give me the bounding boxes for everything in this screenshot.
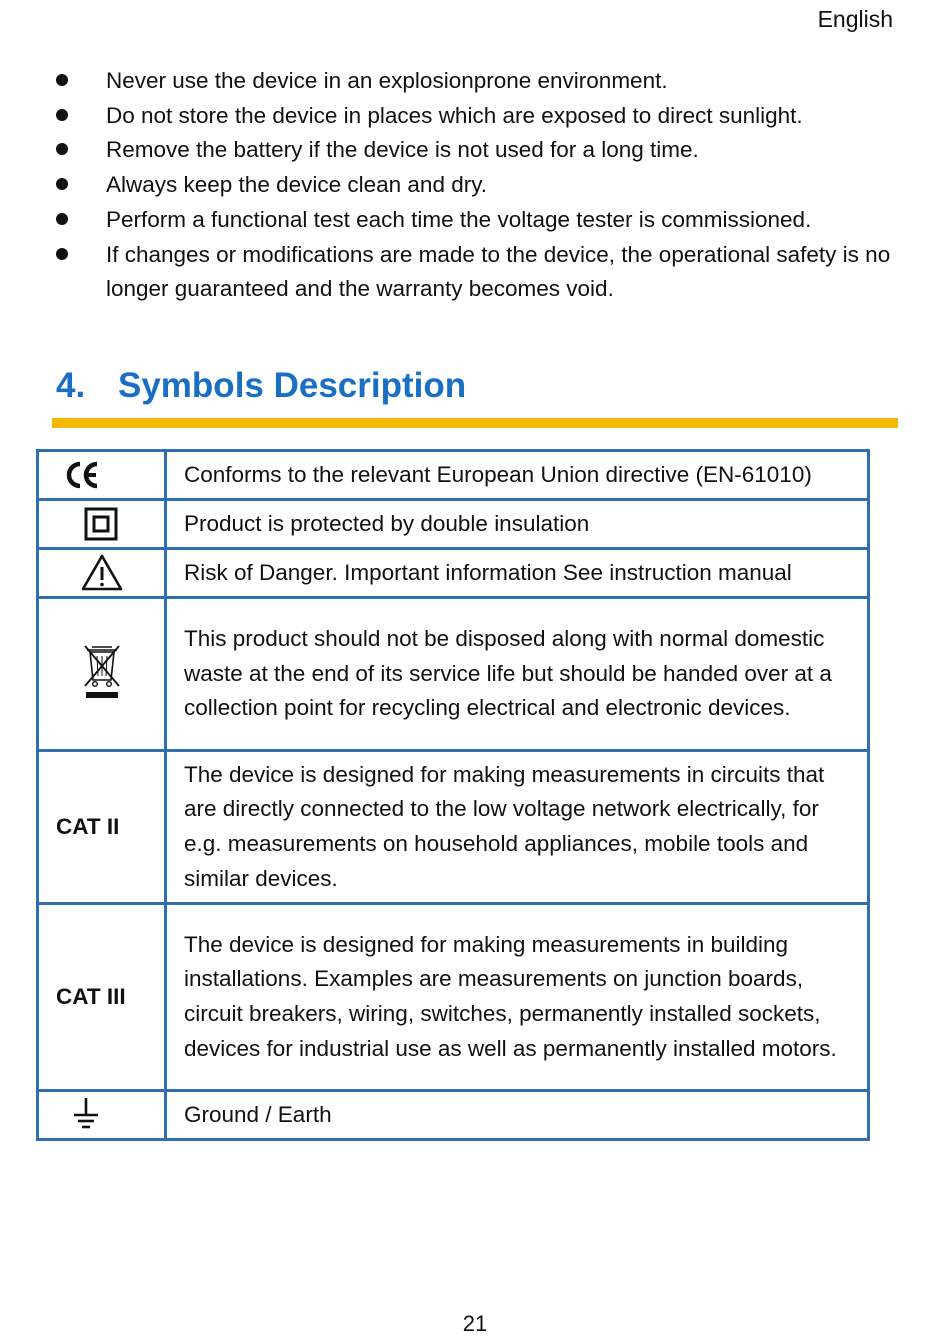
- warning-triangle-icon: [38, 549, 166, 598]
- list-item: Never use the device in an explosionprone environment.: [0, 64, 950, 99]
- bullet-icon: [56, 248, 68, 260]
- symbol-description: This product should not be disposed along with normal domestic waste at the end of its service life but should be handed over at a collection point for recycling electrical and electronic devices.: [166, 598, 869, 751]
- list-item: Do not store the device in places which are exposed to direct sunlight.: [0, 99, 950, 134]
- symbol-description: Conforms to the relevant European Union directive (EN-61010): [166, 451, 869, 500]
- safety-bullet-list: [0, 64, 950, 307]
- ce-mark-icon: [38, 451, 166, 500]
- table-row: [38, 451, 869, 500]
- cat-ii-label: CAT II: [38, 751, 166, 904]
- symbol-description: The device is designed for making measurements in building installations. Examples are measurements on junction boards, circuit breakers, wiring, switches, permanently installed sockets, devices for industrial use as well as permanently installed motors.: [166, 904, 869, 1091]
- page-number: 21: [462, 1311, 488, 1336]
- bullet-icon: [56, 178, 68, 190]
- crossed-bin-icon: [38, 598, 166, 751]
- section-number: 4.: [56, 366, 86, 405]
- heading-underline: [52, 418, 898, 428]
- list-item: Perform a functional test each time the voltage tester is commissioned.: [0, 203, 950, 238]
- bullet-icon: [56, 74, 68, 86]
- symbols-table: [36, 449, 870, 1141]
- table-row: [38, 598, 869, 751]
- list-item: Always keep the device clean and dry.: [0, 168, 950, 203]
- bullet-icon: [56, 109, 68, 121]
- table-row: [38, 751, 869, 904]
- language-label: English: [817, 6, 893, 32]
- list-item: Remove the battery if the device is not used for a long time.: [0, 133, 950, 168]
- section-title: Symbols Description: [118, 366, 467, 405]
- double-insulation-icon: [38, 500, 166, 549]
- symbol-description: Ground / Earth: [166, 1091, 869, 1140]
- list-item: If changes or modifications are made to the device, the operational safety is no longer guaranteed and the warranty becomes void.: [0, 238, 950, 307]
- symbol-description: Product is protected by double insulation: [166, 500, 869, 549]
- table-row: [38, 549, 869, 598]
- table-row: [38, 1091, 869, 1140]
- table-row: [38, 904, 869, 1091]
- symbol-description: The device is designed for making measurements in circuits that are directly connected to the low voltage network electrically, for e.g. measurements on household appliances, mobile tools and similar devices.: [166, 751, 869, 904]
- section-heading: [56, 366, 466, 406]
- bullet-icon: [56, 143, 68, 155]
- ground-icon: [38, 1091, 166, 1140]
- table-row: [38, 500, 869, 549]
- cat-iii-label: CAT III: [38, 904, 166, 1091]
- bullet-icon: [56, 213, 68, 225]
- symbol-description: Risk of Danger. Important information See instruction manual: [166, 549, 869, 598]
